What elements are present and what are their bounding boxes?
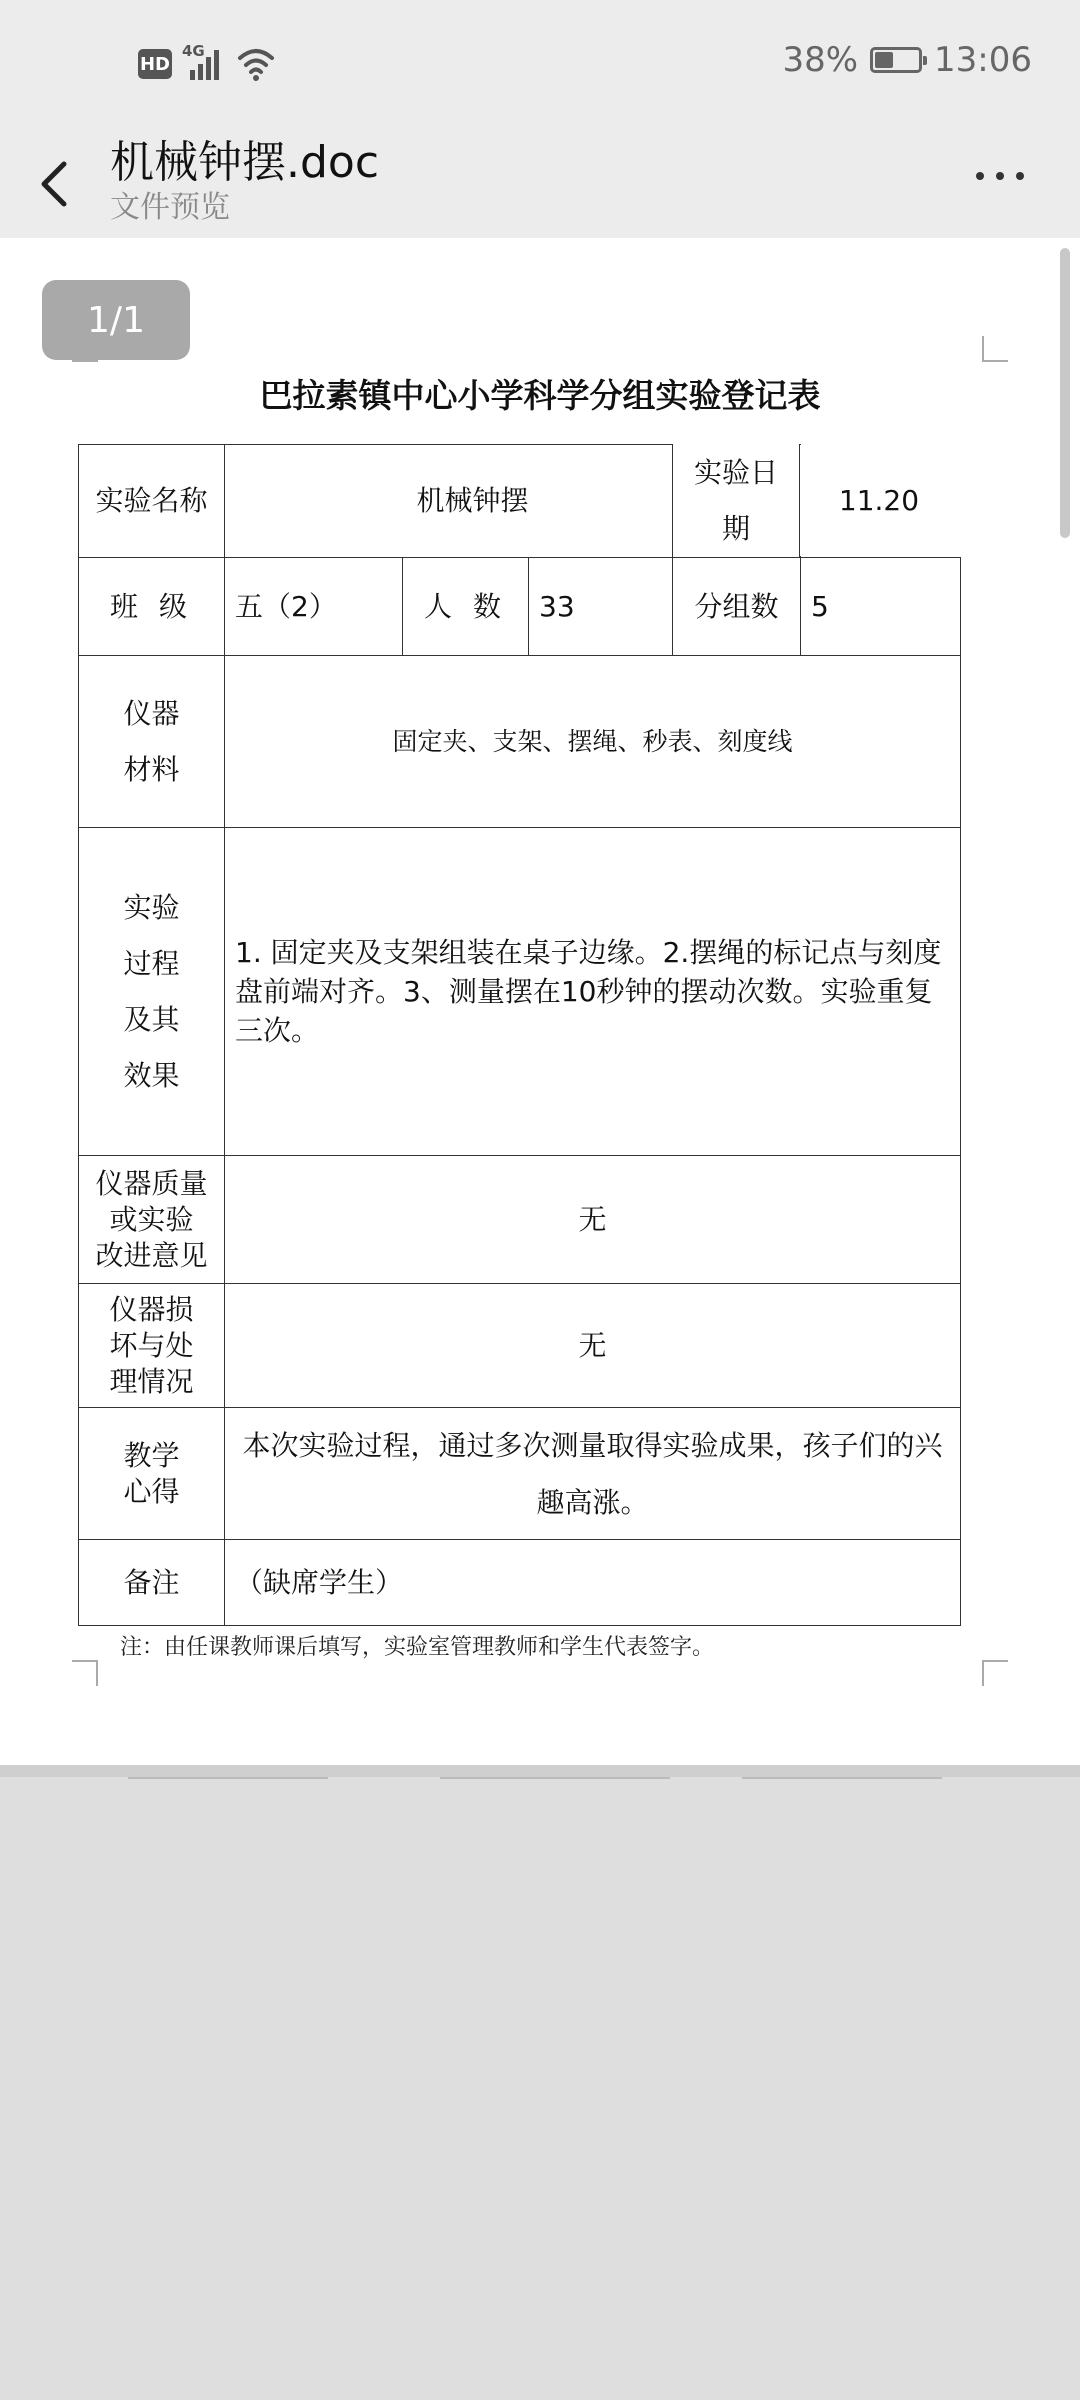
status-icons-left <box>138 42 276 86</box>
class-value: 五（2） <box>225 558 403 656</box>
process-label: 实验 过程 及其 效果 <box>79 828 225 1156</box>
experiment-date-label: 实验日期 <box>672 444 800 557</box>
app-bar <box>0 130 1080 238</box>
experiment-name-value: 机械钟摆 <box>225 445 801 558</box>
cellular-signal-icon <box>182 44 226 84</box>
wifi-icon <box>236 46 276 82</box>
battery-icon <box>870 47 922 73</box>
remarks-label: 备注 <box>79 1540 225 1626</box>
clock: 13:06 <box>934 40 1032 80</box>
footnote: 注：由任课教师课后填写，实验室管理教师和学生代表签字。 <box>120 1635 715 1660</box>
hd-voice-icon: HD <box>138 49 172 79</box>
experiment-name-label: 实验名称 <box>79 445 225 558</box>
materials-value: 固定夹、支架、摆绳、秒表、刻度线 <box>225 656 961 828</box>
group-count-value: 5 <box>801 558 961 656</box>
remarks-value: （缺席学生） <box>225 1540 961 1626</box>
file-name-title: 机械钟摆.doc <box>110 137 380 188</box>
table-row <box>79 1540 961 1626</box>
group-count-label: 分组数 <box>673 558 801 656</box>
table-row <box>79 828 961 1156</box>
table-row <box>79 558 961 656</box>
people-count-value: 33 <box>529 558 673 656</box>
class-label: 班 级 <box>79 558 225 656</box>
status-bar <box>0 0 1080 130</box>
more-options-icon[interactable] <box>976 166 1036 186</box>
status-icons-right <box>782 40 1032 80</box>
page-corner-mark <box>982 1660 1008 1686</box>
quality-value: 无 <box>225 1156 961 1284</box>
materials-label: 仪器 材料 <box>79 656 225 828</box>
damage-label: 仪器损 坏与处 理情况 <box>79 1284 225 1408</box>
battery-percent: 38% <box>782 40 859 80</box>
page-bottom-edge <box>0 1765 1080 1777</box>
people-count-label: 人 数 <box>403 558 529 656</box>
teaching-value: 本次实验过程，通过多次测量取得实验成果，孩子们的兴趣高涨。 <box>225 1408 961 1540</box>
table-row <box>79 656 961 828</box>
network-type-label: 4G <box>182 42 205 60</box>
file-preview-subtitle: 文件预览 <box>110 190 230 225</box>
experiment-date-value: 11.20 <box>800 445 958 556</box>
document-title: 巴拉素镇中心小学科学分组实验登记表 <box>259 376 821 415</box>
quality-label: 仪器质量 或实验 改进意见 <box>79 1156 225 1284</box>
back-arrow-icon[interactable] <box>30 142 80 214</box>
damage-value: 无 <box>225 1284 961 1408</box>
page-corner-mark <box>72 1660 98 1686</box>
page-corner-mark <box>982 336 1008 362</box>
next-page-peek <box>0 1777 1080 1787</box>
experiment-record-table <box>78 444 961 1626</box>
table-row <box>79 1408 961 1540</box>
teaching-label: 教学 心得 <box>79 1408 225 1540</box>
page-indicator: 1/1 <box>42 280 190 360</box>
table-row <box>79 1156 961 1284</box>
table-row <box>79 1284 961 1408</box>
process-value: 1. 固定夹及支架组装在桌子边缘。2.摆绳的标记点与刻度盘前端对齐。3、测量摆在10秒钟的摆动次数。实验重复三次。 <box>225 828 961 1156</box>
document-viewer[interactable] <box>0 238 1080 1765</box>
